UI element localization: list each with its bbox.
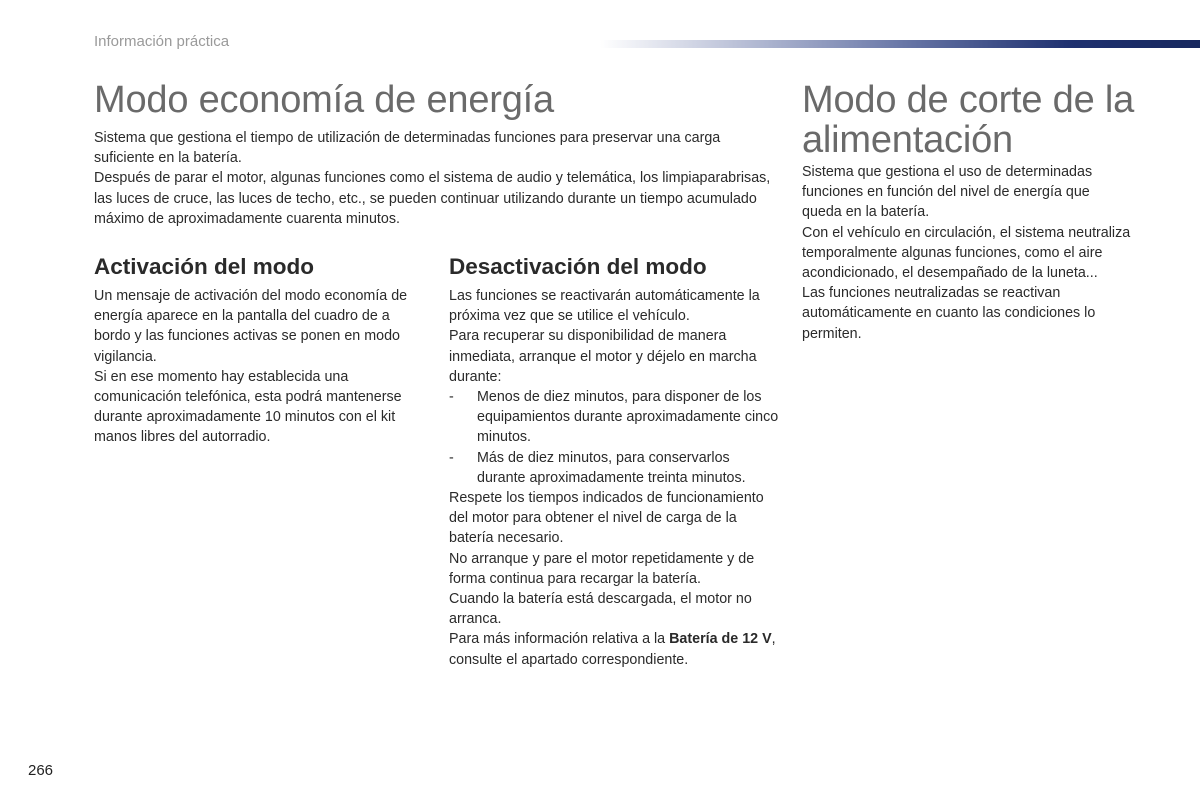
sidebar-paragraph: Las funciones neutralizadas se reactivan automáticamente en cuanto las condiciones lo permiten. — [802, 285, 1096, 342]
intro-text — [94, 128, 784, 229]
reference-text: Para más información relativa a la — [449, 631, 670, 648]
deactivation-paragraph: Cuando la batería está descargada, el motor no arranca. — [449, 591, 752, 628]
list-item-text: Menos de diez minutos, para disponer de los equipamientos durante aproximadamente cinco minutos. — [477, 389, 779, 446]
activation-text — [94, 286, 426, 448]
activation-paragraph: Un mensaje de activación del modo economía de energía aparece en la pantalla del cuadro de a bordo y las funciones activas se ponen en modo vigilancia. — [94, 288, 408, 365]
list-item — [449, 448, 781, 488]
sidebar-paragraph: Con el vehículo en circulación, el sistema neutraliza temporalmente algunas funciones, como el aire acondicionado, el desempañado de la luneta... — [802, 224, 1131, 282]
battery-reference: Batería de 12 V — [669, 631, 772, 648]
list-dash: - — [449, 449, 454, 466]
deactivation-paragraph: Respete los tiempos indicados de funcionamiento del motor para obtener el nivel de carga de la batería necesario. — [449, 490, 764, 547]
page-title: Modo economía de energía — [94, 79, 554, 121]
deactivation-paragraph: Las funciones se reactivarán automáticamente la próxima vez que se utilice el vehículo. — [449, 288, 760, 325]
header-gradient-bar — [600, 40, 1200, 48]
list-dash: - — [449, 389, 454, 406]
activation-paragraph: Si en ese momento hay establecida una comunicación telefónica, esta podrá mantenerse durante aproximadamente 10 minutos con el kit manos libres del autorradio. — [94, 368, 402, 446]
deactivation-paragraph — [449, 629, 781, 669]
deactivation-heading: Desactivación del modo — [449, 254, 707, 279]
list-item-text: Más de diez minutos, para conservarlos durante aproximadamente treinta minutos. — [477, 449, 746, 486]
sidebar-title: Modo de corte de la alimentación — [802, 79, 1135, 161]
list-item — [449, 387, 781, 448]
deactivation-paragraph: No arranque y pare el motor repetidamente y de forma continua para recargar la batería. — [449, 550, 755, 587]
intro-paragraph: Sistema que gestiona el tiempo de utilización de determinadas funciones para preservar una carga suficiente en la batería. — [94, 130, 721, 167]
page-number: 266 — [28, 762, 54, 779]
deactivation-text — [449, 286, 781, 670]
activation-heading: Activación del modo — [94, 254, 315, 279]
reference-text: , consulte el apartado correspondiente. — [449, 631, 776, 668]
sidebar-text — [802, 162, 1132, 344]
intro-paragraph: Después de parar el motor, algunas funciones como el sistema de audio y telemática, los limpiaparabrisas, las luces de cruce, las luces de techo, etc., se pueden continuar utilizando durante un tiempo acumulado máximo de aproximadamente cuarenta minutos. — [94, 170, 771, 227]
sidebar-paragraph: Sistema que gestiona el uso de determinadas funciones en función del nivel de energía que queda en la batería. — [802, 164, 1093, 221]
deactivation-paragraph: Para recuperar su disponibilidad de manera inmediata, arranque el motor y déjelo en marcha durante: — [449, 328, 757, 385]
section-label: Información práctica — [94, 33, 230, 50]
